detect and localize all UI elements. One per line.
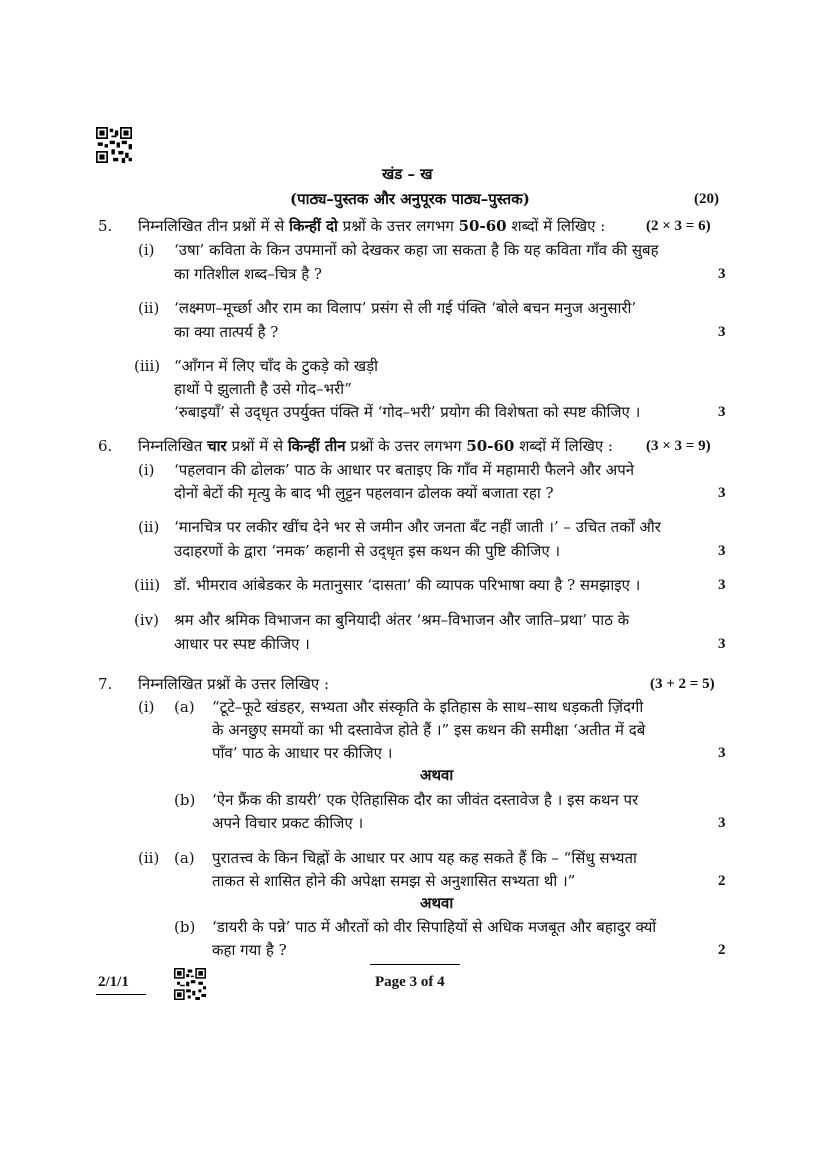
qr-code-icon	[96, 127, 132, 163]
question-marks: 3	[718, 745, 726, 761]
question-number-5: 5.	[98, 217, 113, 235]
question-label: (i)	[138, 241, 155, 259]
question-label: (ii)	[138, 849, 160, 867]
question-marks: 3	[718, 577, 726, 593]
question-text: ताकत से शासित होने की अपेक्षा समझ से अनुशासित सभ्यता थी ।”	[212, 872, 576, 890]
paper-code-underline	[96, 994, 146, 995]
sub-question-label: (a)	[174, 849, 195, 867]
question-label: (i)	[138, 461, 155, 479]
question-text: आधार पर स्पष्ट कीजिए ।	[174, 635, 310, 653]
question-marks: 3	[718, 815, 726, 831]
question-text: ‘लक्ष्मण–मूर्च्छा और राम का विलाप’ प्रसंग से ली गई पंक्ति ‘बोले बचन मनुज अनुसारी’	[174, 299, 637, 317]
question-marks: 2	[718, 873, 726, 889]
question-text: पुरातत्त्व के किन चिह्नों के आधार पर आप यह कह सकते हैं कि – “सिंधु सभ्यता	[212, 849, 637, 867]
question-number-6: 6.	[98, 437, 113, 455]
question-text: दोनों बेटों की मृत्यु के बाद भी लुट्टन पहलवान ढोलक क्यों बजाता रहा ?	[174, 484, 554, 502]
question-label: (ii)	[138, 518, 160, 536]
or-separator: अथवा	[420, 766, 454, 784]
question-marks: 3	[718, 485, 726, 501]
question-label: (iii)	[134, 357, 161, 375]
question-text: ‘मानचित्र पर लकीर खींच देने भर से जमीन और जनता बँट नहीं जाती ।’ – उचित तर्कों और	[174, 518, 661, 536]
question-6-marks: (3 × 3 = 9)	[646, 438, 711, 454]
question-text: हाथों पे झुलाती है उसे गोद–भरी”	[174, 380, 352, 398]
question-5-marks: (2 × 3 = 6)	[646, 218, 711, 234]
question-text: का क्या तात्पर्य है ?	[174, 323, 279, 341]
question-text: ‘डायरी के पन्ने’ पाठ में औरतों को वीर सिपाहियों से अधिक मजबूत और बहादुर क्यों	[212, 918, 657, 936]
question-text: के अनछुए समयों का भी दस्तावेज होते हैं ।” इस कथन की समीक्षा ‘अतीत में दबे	[212, 721, 646, 739]
question-text: कहा गया है ?	[212, 941, 287, 959]
page-number: Page 3 of 4	[375, 974, 445, 990]
sub-question-label: (b)	[174, 918, 196, 936]
question-text: “आँगन में लिए चाँद के टुकड़े को खड़ी	[174, 357, 379, 375]
question-marks: 3	[718, 266, 726, 282]
question-text: श्रम और श्रमिक विभाजन का बुनियादी अंतर ‘श्रम–विभाजन और जाति–प्रथा’ पाठ के	[174, 611, 630, 629]
question-text: का गतिशील शब्द–चित्र है ?	[174, 265, 322, 283]
question-text: ‘पहलवान की ढोलक’ पाठ के आधार पर बताइए कि गाँव में महामारी फैलने और अपने	[174, 461, 635, 479]
question-5-intro: निम्नलिखित तीन प्रश्नों में से किन्हीं दो प्रश्नों के उत्तर लगभग 50-60 शब्दों में लिखिए :	[138, 217, 606, 235]
question-text: ‘उषा’ कविता के किन उपमानों को देखकर कहा जा सकता है कि यह कविता गाँव की सुबह	[174, 241, 659, 259]
sub-question-label: (b)	[174, 791, 196, 809]
sub-question-label: (a)	[174, 698, 195, 716]
question-6-intro: निम्नलिखित चार प्रश्नों में से किन्हीं तीन प्रश्नों के उत्तर लगभग 50-60 शब्दों में लिखिए :	[138, 437, 613, 455]
question-text: अपने विचार प्रकट कीजिए ।	[212, 814, 364, 832]
question-marks: 2	[718, 942, 726, 958]
question-7-marks: (3 + 2 = 5)	[650, 676, 715, 692]
question-7-intro: निम्नलिखित प्रश्नों के उत्तर लिखिए :	[138, 675, 330, 693]
question-marks: 3	[718, 324, 726, 340]
question-marks: 3	[718, 543, 726, 559]
question-text: ‘रुबाइयाँ’ से उद्‌धृत उपर्युक्त पंक्ति में ‘गोद–भरी’ प्रयोग की विशेषता को स्पष्ट कीजिए ।	[174, 403, 641, 421]
question-text: उदाहरणों के द्वारा ‘नमक’ कहानी से उद्‌धृत इस कथन की पुष्टि कीजिए ।	[174, 542, 561, 560]
paper-code: 2/1/1	[98, 974, 129, 990]
question-number-7: 7.	[98, 675, 113, 693]
section-subtitle: (पाठ्य–पुस्तक और अनुपूरक पाठ्य–पुस्तक)	[290, 190, 530, 208]
question-label: (iii)	[134, 576, 161, 594]
question-text: ‘ऐन फ्रैंक की डायरी’ एक ऐतिहासिक दौर का जीवंत दस्तावेज है । इस कथन पर	[212, 791, 639, 809]
question-marks: 3	[718, 636, 726, 652]
question-label: (ii)	[138, 299, 160, 317]
question-text: “टूटे–फूटे खंडहर, सभ्यता और संस्कृति के इतिहास के साथ–साथ धड़कती ज़िंदगी	[212, 698, 644, 716]
question-label: (i)	[138, 698, 155, 716]
or-separator: अथवा	[420, 894, 454, 912]
section-marks: (20)	[694, 191, 719, 207]
section-title: खंड – ख	[382, 165, 433, 183]
question-text: पाँव’ पाठ के आधार पर कीजिए ।	[212, 744, 393, 762]
question-text: डॉ. भीमराव आंबेडकर के मतानुसार ‘दासता’ की व्यापक परिभाषा क्या है ? समझाइए ।	[174, 576, 641, 594]
qr-code-icon	[174, 968, 206, 1000]
question-label: (iv)	[134, 611, 159, 629]
footer-rule	[370, 964, 460, 965]
question-marks: 3	[718, 404, 726, 420]
